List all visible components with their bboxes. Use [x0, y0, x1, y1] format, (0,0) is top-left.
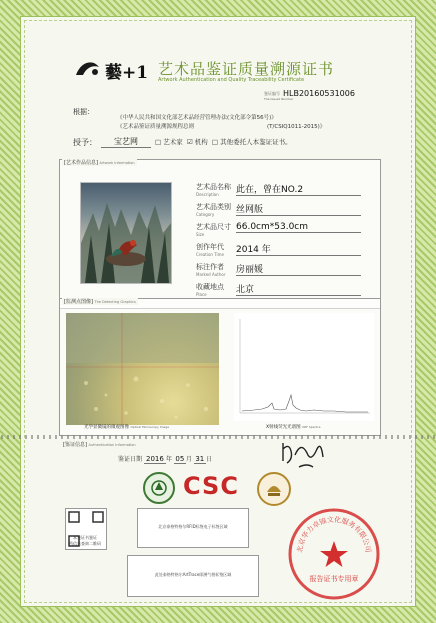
signature-mark-icon — [277, 437, 327, 473]
crest-icon — [259, 474, 289, 504]
seal-bottom-text: 报告证书专用章 — [309, 575, 359, 583]
basis-line-1: 《中华人民共和国文化部艺术品经营管理办法(文化部令第56号)》 — [117, 115, 277, 121]
xrf-spectrum — [234, 313, 374, 421]
emblem-icon — [145, 474, 173, 502]
option-other-label: 其他委托人本鉴证证书。 — [220, 138, 292, 146]
field-sub: Creation Time — [196, 252, 224, 257]
field-title: 创作年代 — [196, 243, 224, 251]
csc-logo: CSC — [183, 472, 239, 500]
field-title: 标注作者 — [196, 263, 224, 271]
signature — [277, 437, 327, 477]
logo-text: 藝+1 — [105, 63, 149, 83]
cert-number: HLB20160531006 — [283, 89, 355, 98]
auth-date: 鉴证日期 2016 年 05 月 31 日 — [118, 455, 212, 463]
artwork-info-label: [艺术作品信息] Artwork Information — [64, 160, 135, 166]
certificate-body — [20, 16, 416, 607]
date-month: 05 — [175, 455, 185, 463]
official-seal — [285, 505, 383, 603]
artwork-photo — [80, 182, 172, 284]
field-title: 艺术品名称 — [196, 183, 231, 191]
brand-logo — [73, 57, 103, 83]
basis-line-2: 《艺术品鉴证质量溯源规程总则 — [117, 124, 195, 130]
basis-label: 根据： — [73, 108, 94, 116]
certificate-title: 艺术品鉴证质量溯源证书 — [158, 60, 335, 78]
field-title: 艺术品尺寸 — [196, 223, 231, 231]
rfid-area — [137, 508, 249, 548]
arttrace-caption: 此处泰格特格尔ArtTrace即溯气相标签区域 — [154, 572, 232, 577]
field-title: 收藏地点 — [196, 283, 224, 291]
date-year: 2016 — [144, 455, 166, 464]
checkbox-artist[interactable]: □ — [155, 138, 162, 146]
field-value: 丝网版 — [236, 202, 361, 216]
seal-icon — [285, 505, 383, 603]
detecting-label: [监测点图像] The Detecting Graphics — [64, 299, 136, 305]
option-artist-label: 艺术家 — [163, 138, 183, 146]
field-row-size — [196, 222, 366, 242]
qr-left-caption: 本鉴证书鉴证 所信息查询二维码 — [69, 535, 101, 546]
auth-info-label: [鉴证信息] Authentication Information — [63, 442, 136, 448]
field-sub: Size — [196, 232, 205, 237]
grant-options — [155, 137, 292, 146]
detecting-section — [59, 298, 381, 436]
field-sub: Place — [196, 292, 207, 297]
grant-recipient: 宝艺网 — [101, 136, 151, 148]
field-title: 艺术品类别 — [196, 203, 231, 211]
field-sub: Category — [196, 212, 215, 217]
grant-label: 授予： — [73, 138, 97, 147]
field-row-category — [196, 202, 366, 222]
brand-logo-icon — [73, 57, 103, 79]
field-value: 房丽媛 — [236, 262, 361, 276]
date-label: 鉴证日期 — [118, 456, 143, 463]
microscopy-texture-icon — [66, 313, 219, 425]
microscopy-image — [66, 313, 219, 425]
artwork-info-section — [59, 159, 381, 309]
cert-no-label: 鉴证编号 — [264, 91, 280, 96]
date-day: 31 — [195, 455, 205, 463]
xrf-spectrum-plot — [234, 313, 374, 421]
field-value: 2014 年 — [236, 242, 361, 256]
field-sub: Marked Author — [196, 272, 226, 277]
artwork-scene-icon — [81, 183, 171, 283]
arttrace-area — [127, 555, 259, 597]
field-row-description — [196, 182, 366, 202]
emblem-green — [143, 472, 175, 504]
checkbox-institution[interactable]: ☑ — [186, 138, 193, 146]
basis-line-2-code: (T/CSIQ1011-2015)》 — [267, 124, 326, 130]
rfid-caption: 北京泰格特格尔RFID标签电子标签区域 — [158, 524, 228, 529]
certificate-title-en: Artwork Authentication and Quality Traceability Certificate — [158, 77, 305, 83]
seal-arc-text: 北京华力卓锦文化服务有限公司 — [295, 515, 373, 554]
field-row-creation-time — [196, 242, 366, 262]
microscopy-caption: 光学显微镜的微观图像 Optical Microscopy Image — [84, 425, 170, 430]
checkbox-other[interactable]: □ — [211, 138, 219, 146]
field-row-author — [196, 262, 366, 282]
emblem-gold — [257, 472, 291, 506]
field-value: 北京 — [236, 282, 361, 296]
field-value: 此在，曾在NO.2 — [236, 182, 361, 196]
option-institution-label: 机构 — [194, 138, 208, 146]
perforation-strip — [1, 435, 436, 439]
cert-no-sub: The Issued Number — [264, 97, 294, 101]
artwork-fields — [196, 182, 366, 302]
xrf-caption: X射线荧光光谱图 XRF Spectra — [266, 425, 321, 430]
field-value: 66.0cm*53.0cm — [236, 222, 361, 233]
field-sub: Description — [196, 192, 219, 197]
